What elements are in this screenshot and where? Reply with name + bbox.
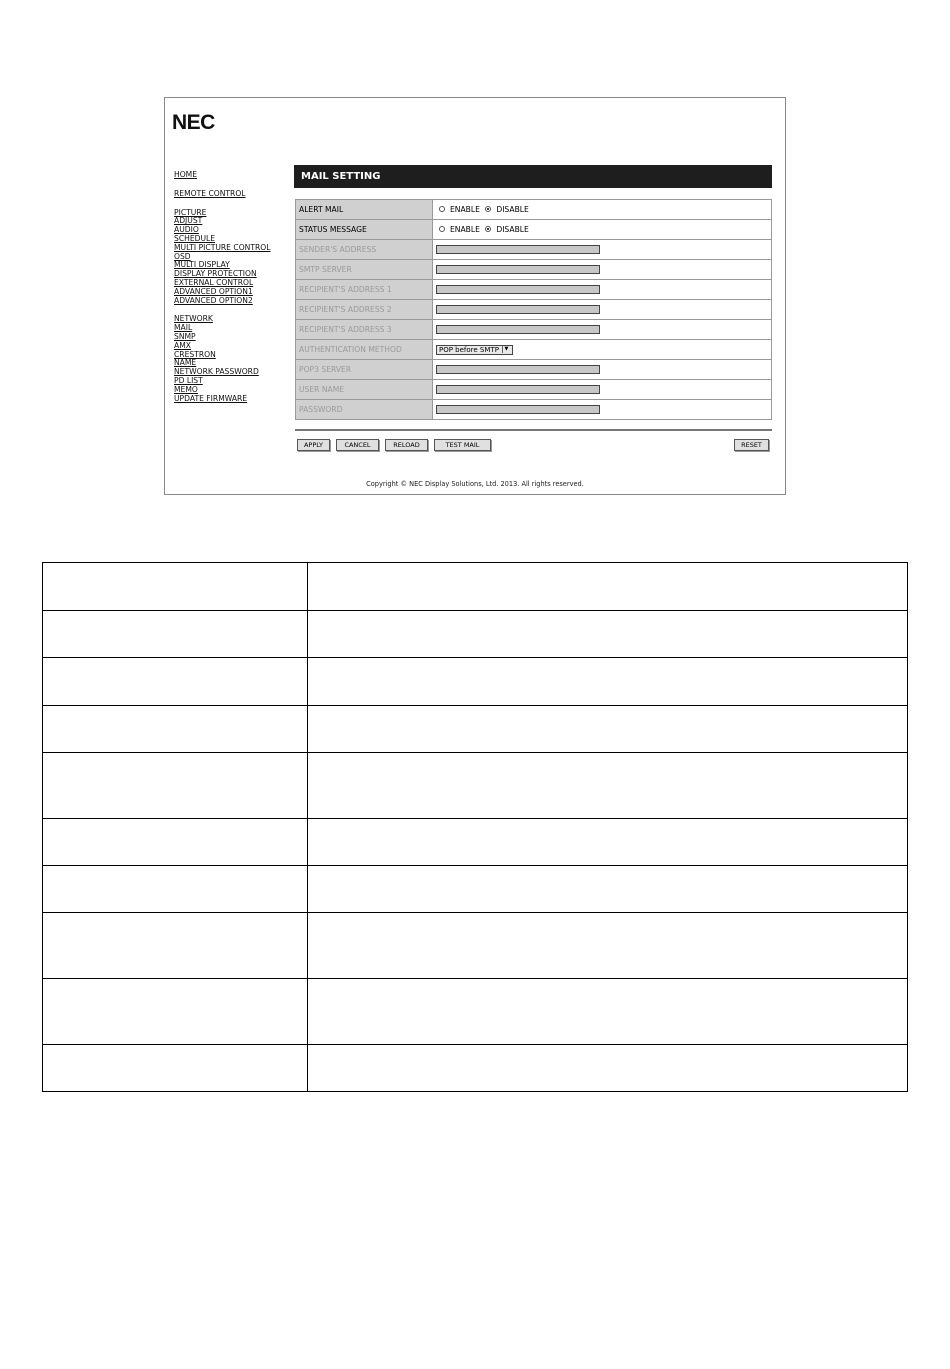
nav-multi-display[interactable]: MULTI DISPLAY — [174, 260, 230, 270]
table-cell — [308, 866, 908, 913]
nav-network[interactable]: NETWORK — [174, 314, 213, 324]
label-password: PASSWORD — [296, 400, 433, 420]
nav-picture[interactable]: PICTURE — [174, 207, 207, 217]
browser-screenshot — [164, 97, 786, 495]
value-user-name — [433, 380, 772, 400]
row-senders-address — [296, 240, 772, 260]
nav-group-display — [174, 209, 284, 306]
row-recipient-3 — [296, 320, 772, 340]
page-title: MAIL SETTING — [294, 165, 772, 188]
nav-home[interactable]: HOME — [174, 170, 198, 179]
nav-remote-control[interactable]: REMOTE CONTROL — [174, 188, 246, 198]
recipient-1-input[interactable] — [436, 285, 600, 294]
value-auth-method — [433, 340, 772, 360]
nav-display-protection[interactable]: DISPLAY PROTECTION — [174, 269, 257, 279]
table-cell — [43, 913, 308, 979]
label-status-message: STATUS MESSAGE — [296, 220, 433, 240]
label-senders-address: SENDER'S ADDRESS — [296, 240, 433, 260]
test-mail-button[interactable]: TEST MAIL — [434, 439, 491, 451]
table-cell — [43, 1045, 308, 1092]
table-row — [43, 706, 908, 753]
recipient-2-input[interactable] — [436, 305, 600, 314]
row-pop3-server — [296, 360, 772, 380]
nav-crestron[interactable]: CRESTRON — [174, 349, 216, 359]
auth-method-select[interactable] — [436, 345, 513, 355]
nav-adjust[interactable]: ADJUST — [174, 216, 203, 226]
alert-mail-disable-label: DISABLE — [496, 205, 529, 214]
divider — [295, 429, 772, 431]
nav-memo[interactable]: MEMO — [174, 384, 198, 394]
label-recipient-1: RECIPIENT'S ADDRESS 1 — [296, 280, 433, 300]
table-cell — [308, 1045, 908, 1092]
value-senders-address — [433, 240, 772, 260]
nav-advanced-option2[interactable]: ADVANCED OPTION2 — [174, 295, 253, 305]
value-password — [433, 400, 772, 420]
recipient-3-input[interactable] — [436, 325, 600, 334]
value-smtp-server — [433, 260, 772, 280]
label-user-name: USER NAME — [296, 380, 433, 400]
value-recipient-1 — [433, 280, 772, 300]
nav-group-home — [174, 171, 284, 180]
table-row — [43, 1045, 908, 1092]
row-smtp-server — [296, 260, 772, 280]
status-message-disable-label: DISABLE — [496, 225, 529, 234]
table-cell — [308, 611, 908, 658]
label-smtp-server: SMTP SERVER — [296, 260, 433, 280]
nav-audio[interactable]: AUDIO — [174, 225, 199, 235]
value-status-message — [433, 220, 772, 240]
row-password — [296, 400, 772, 420]
nec-logo: NEC — [172, 111, 215, 134]
table-row — [43, 563, 908, 611]
table-row — [43, 979, 908, 1045]
table-cell — [308, 979, 908, 1045]
table-cell — [308, 658, 908, 706]
auth-method-selected: POP before SMTP — [439, 345, 499, 354]
table-row — [43, 753, 908, 819]
label-alert-mail: ALERT MAIL — [296, 200, 433, 220]
nav-pd-list[interactable]: PD LIST — [174, 375, 203, 385]
nav-advanced-option1[interactable]: ADVANCED OPTION1 — [174, 286, 253, 296]
status-message-enable-radio[interactable] — [439, 226, 445, 232]
table-cell — [308, 819, 908, 866]
value-recipient-3 — [433, 320, 772, 340]
table-row — [43, 866, 908, 913]
table-cell — [308, 753, 908, 819]
alert-mail-enable-radio[interactable] — [439, 206, 445, 212]
row-auth-method — [296, 340, 772, 360]
value-pop3-server — [433, 360, 772, 380]
user-name-input[interactable] — [436, 385, 600, 394]
copyright-text: Copyright © NEC Display Solutions, Ltd. 2013. All rights reserved. — [366, 480, 584, 488]
reset-button[interactable]: RESET — [734, 439, 769, 451]
password-input[interactable] — [436, 405, 600, 414]
apply-button[interactable]: APPLY — [297, 439, 330, 451]
row-status-message — [296, 220, 772, 240]
table-cell — [308, 563, 908, 611]
nav-group-network — [174, 315, 284, 403]
nav-schedule[interactable]: SCHEDULE — [174, 233, 216, 243]
status-message-disable-radio[interactable] — [485, 226, 491, 232]
table-row — [43, 611, 908, 658]
nav-amx[interactable]: AMX — [174, 340, 191, 350]
table-row — [43, 658, 908, 706]
alert-mail-disable-radio[interactable] — [485, 206, 491, 212]
chevron-down-icon: ▼ — [502, 346, 510, 353]
table-cell — [43, 819, 308, 866]
row-alert-mail — [296, 200, 772, 220]
table-cell — [43, 611, 308, 658]
nav-snmp[interactable]: SNMP — [174, 331, 196, 341]
table-cell — [43, 706, 308, 753]
table-cell — [43, 658, 308, 706]
table-row — [43, 819, 908, 866]
nav-network-password[interactable]: NETWORK PASSWORD — [174, 367, 259, 377]
table-cell — [308, 706, 908, 753]
nav-external-control[interactable]: EXTERNAL CONTROL — [174, 277, 254, 287]
smtp-server-input[interactable] — [436, 265, 600, 274]
cancel-button[interactable]: CANCEL — [336, 439, 379, 451]
nav-update-firmware[interactable]: UPDATE FIRMWARE — [174, 393, 248, 403]
row-recipient-2 — [296, 300, 772, 320]
sidebar-nav — [174, 171, 284, 413]
table-cell — [308, 913, 908, 979]
reload-button[interactable]: RELOAD — [385, 439, 428, 451]
nav-group-remote — [174, 190, 284, 199]
main-panel — [294, 165, 772, 449]
mail-settings-form — [295, 199, 772, 420]
table-cell — [43, 753, 308, 819]
status-message-enable-label: ENABLE — [450, 225, 480, 234]
label-auth-method: AUTHENTICATION METHOD — [296, 340, 433, 360]
value-recipient-2 — [433, 300, 772, 320]
table-cell — [43, 979, 308, 1045]
table-cell — [43, 866, 308, 913]
label-pop3-server: POP3 SERVER — [296, 360, 433, 380]
label-recipient-3: RECIPIENT'S ADDRESS 3 — [296, 320, 433, 340]
nav-osd[interactable]: OSD — [174, 251, 191, 261]
description-table — [42, 562, 908, 1092]
row-user-name — [296, 380, 772, 400]
nav-name[interactable]: NAME — [174, 358, 197, 368]
nav-mail[interactable]: MAIL — [174, 323, 193, 333]
value-alert-mail — [433, 200, 772, 220]
row-recipient-1 — [296, 280, 772, 300]
alert-mail-enable-label: ENABLE — [450, 205, 480, 214]
nav-multi-picture-control[interactable]: MULTI PICTURE CONTROL — [174, 242, 271, 252]
label-recipient-2: RECIPIENT'S ADDRESS 2 — [296, 300, 433, 320]
table-cell — [43, 563, 308, 611]
senders-address-input[interactable] — [436, 245, 600, 254]
pop3-server-input[interactable] — [436, 365, 600, 374]
table-row — [43, 913, 908, 979]
